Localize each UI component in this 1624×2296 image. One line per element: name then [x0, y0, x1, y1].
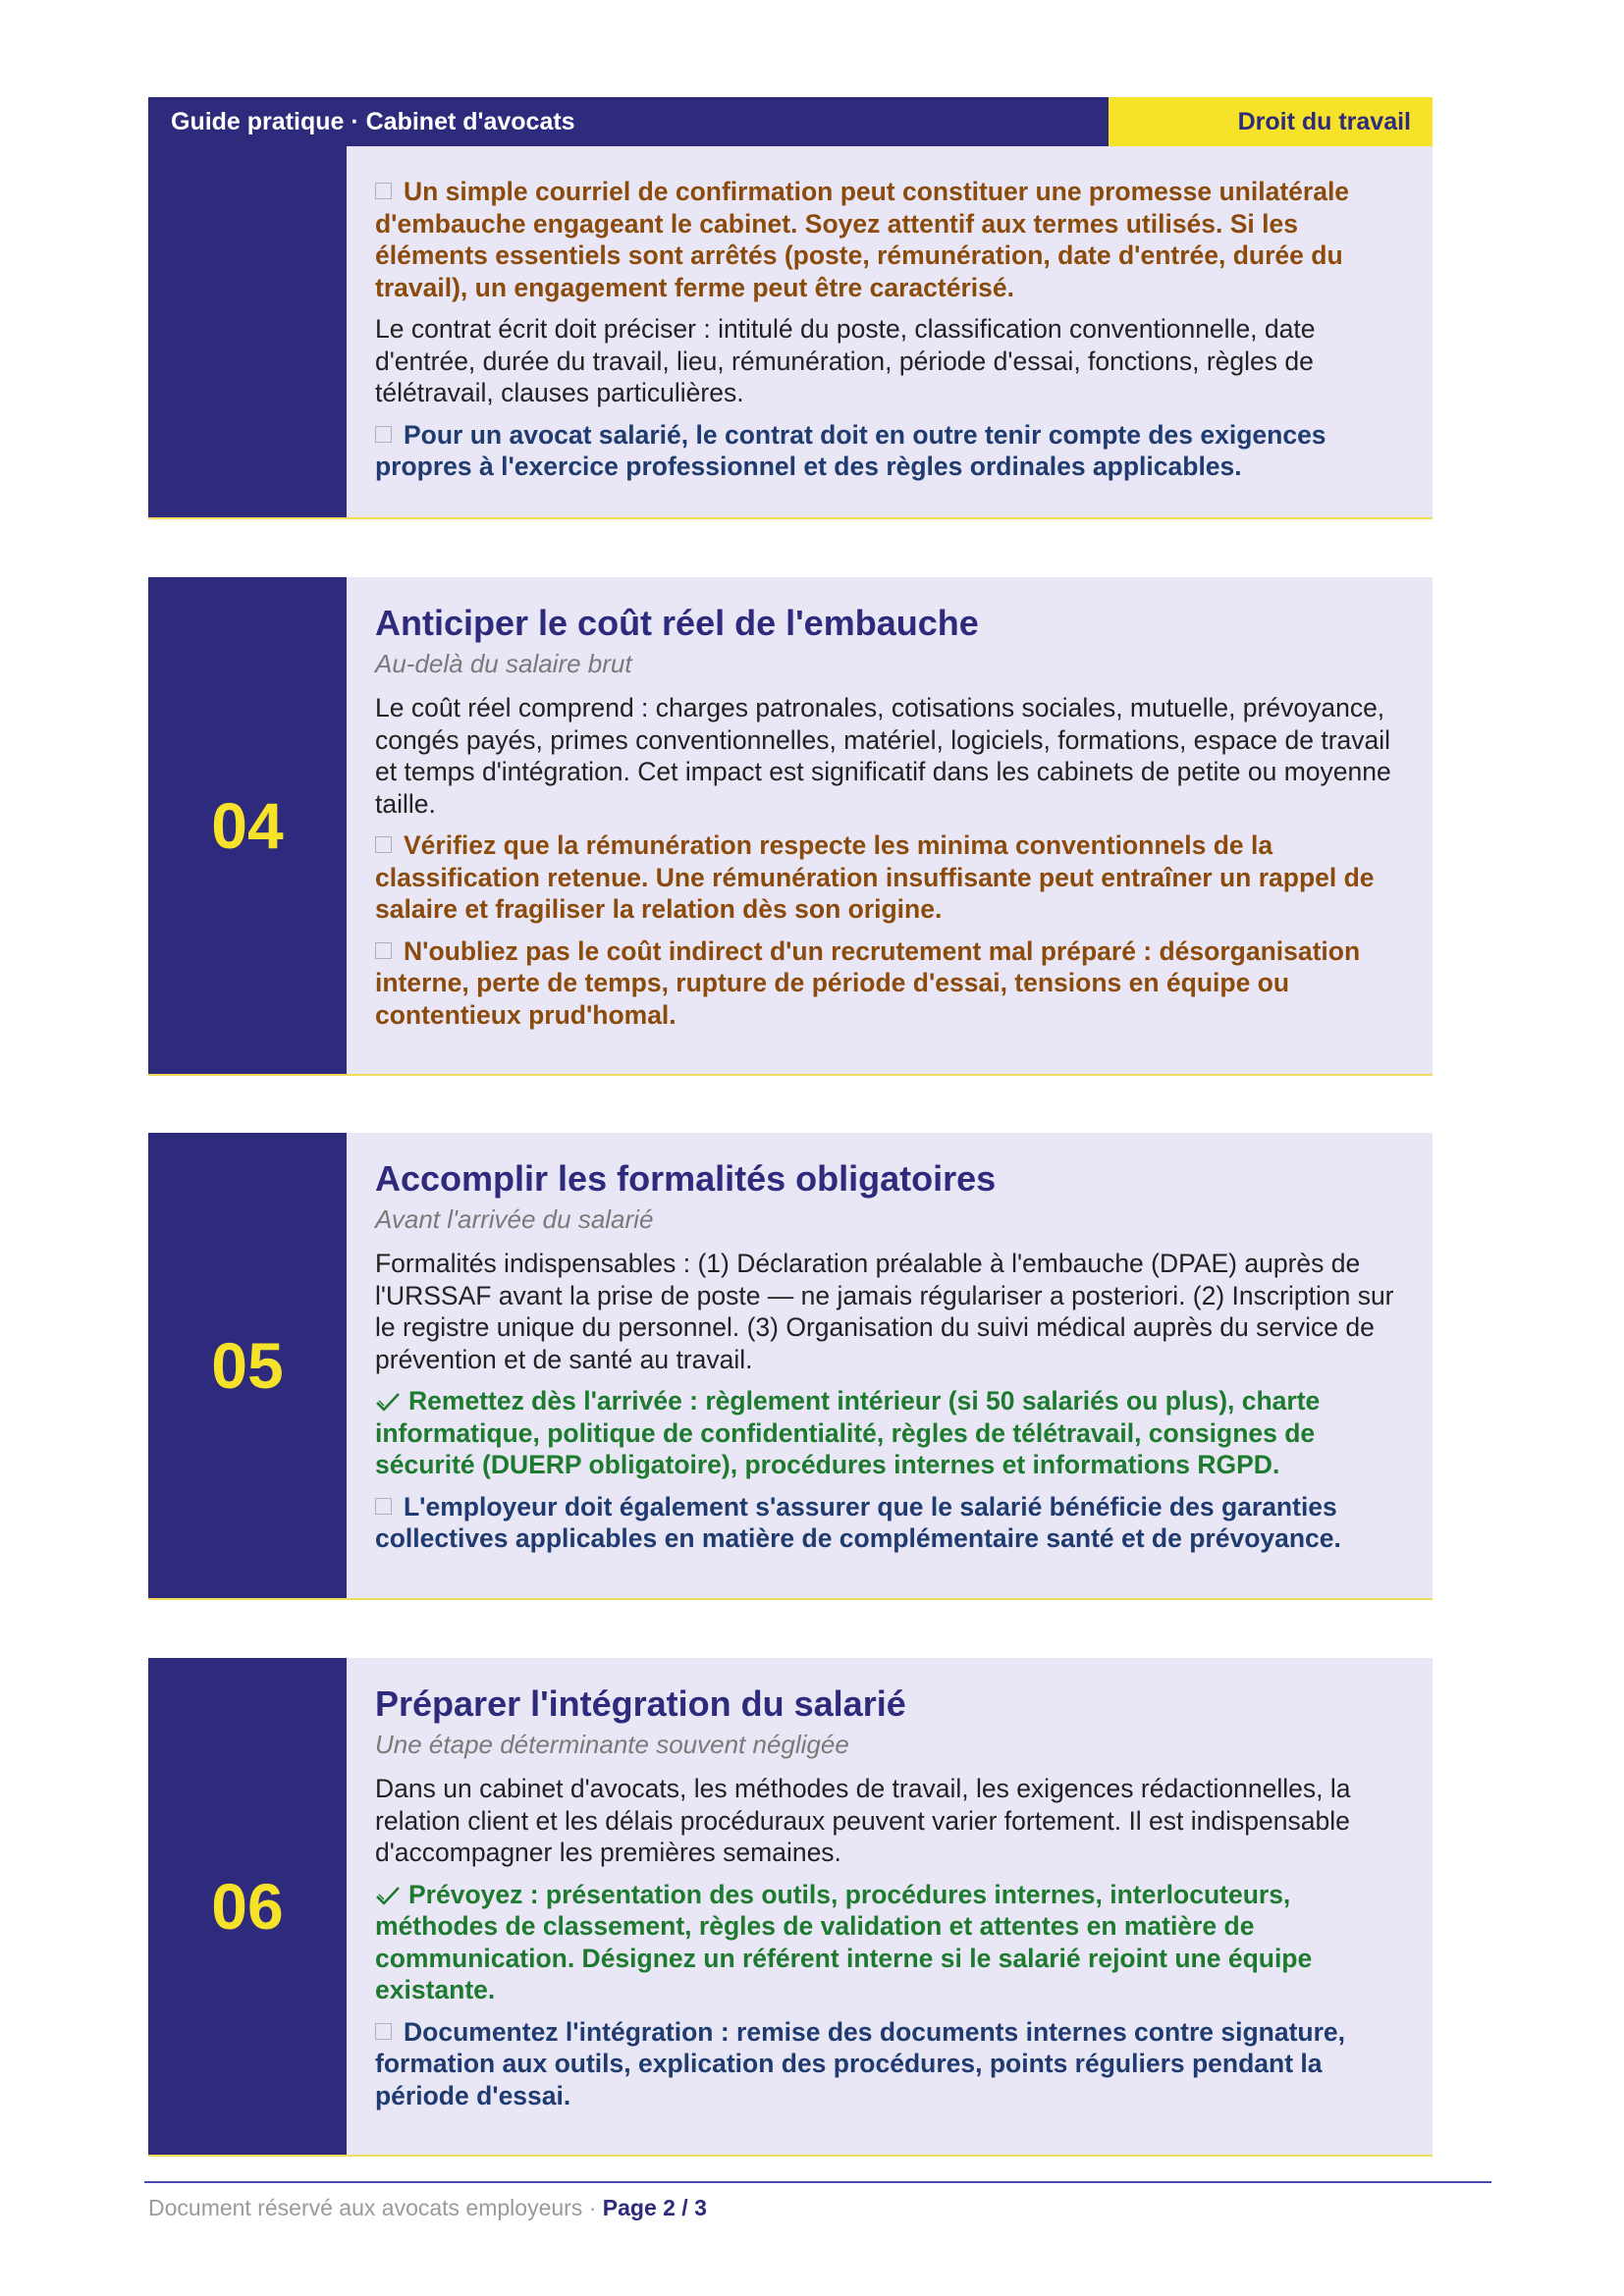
note-text: Vérifiez que la rémunération respecte les minima conventionnels de la classification retenue. Une rémunération insuffisante peut entraîner un rappel de salaire et fragiliser la relation dès son origine. — [375, 830, 1375, 924]
check-icon — [375, 1885, 401, 1906]
footer-text: Document réservé aux avocats employeurs · — [148, 2195, 603, 2220]
info-note — [375, 2016, 1403, 2112]
card-number: 05 — [148, 1133, 347, 1598]
info-note — [375, 419, 1403, 483]
card-number: 04 — [148, 577, 347, 1074]
body-paragraph: Dans un cabinet d'avocats, les méthodes de travail, les exigences rédactionnelles, la relation client et les délais procéduraux peuvent varier fortement. Il est indispensable d'accompagner les premières semaines. — [375, 1774, 1351, 1867]
note-text: L'employeur doit également s'assurer que le salarié bénéficie des garanties collectives applicables en matière de complémentaire santé et de prévoyance. — [375, 1491, 1341, 1553]
body-paragraph: Le contrat écrit doit préciser : intitulé du poste, classification conventionnelle, date d'entrée, durée du travail, lieu, rémunération, période d'essai, fonctions, règles de télétravail, clauses particulières. — [375, 314, 1316, 407]
card-04 — [148, 577, 1433, 1076]
footer-divider — [144, 2181, 1491, 2183]
card-title: Anticiper le coût réel de l'embauche — [375, 603, 979, 643]
card-number: 06 — [148, 1658, 347, 2155]
body-paragraph: Formalités indispensables : (1) Déclaration préalable à l'embauche (DPAE) auprès de l'URSSAF avant la prise de poste — ne jamais régulariser a posteriori. (2) Inscription sur le registre unique du personnel. (3) Organisation du suivi médical auprès du service de prévention et de santé au travail. — [375, 1249, 1394, 1374]
page-header — [148, 97, 1433, 146]
header-section: Droit du travail — [1109, 97, 1433, 146]
note-text: Prévoyez : présentation des outils, procédures internes, interlocuteurs, méthodes de classement, règles de validation et attentes en matière de communication. Désignez un référent interne si le salarié rejoint une équipe existante. — [375, 1879, 1313, 2004]
check-icon — [375, 1391, 401, 1413]
card-05 — [148, 1133, 1433, 1600]
card-continued — [148, 146, 1433, 519]
page-footer — [148, 2195, 707, 2221]
body-paragraph: Le coût réel comprend : charges patronales, cotisations sociales, mutuelle, prévoyance, congés payés, primes conventionnelles, matériel, logiciels, formations, espace de travail et temps d'intégration. Cet impact est significatif dans les cabinets de petite ou moyenne taille. — [375, 693, 1391, 819]
warning-icon — [375, 836, 392, 853]
warning-note — [375, 829, 1403, 926]
card-subtitle: Avant l'arrivée du salarié — [375, 1204, 654, 1234]
info-icon — [375, 426, 392, 443]
info-icon — [375, 1498, 392, 1515]
warning-note — [375, 935, 1403, 1032]
info-note — [375, 1491, 1403, 1555]
info-icon — [375, 2023, 392, 2040]
card-subtitle: Au-delà du salaire brut — [375, 649, 632, 678]
checklist-note — [375, 1879, 1403, 2006]
header-title: Guide pratique · Cabinet d'avocats — [148, 97, 1109, 146]
card-number-empty — [148, 146, 347, 517]
note-text: Remettez dès l'arrivée : règlement intérieur (si 50 salariés ou plus), charte informatique, politique de confidentialité, règles de télétravail, consignes de sécurité (DUERP obligatoire), procédures internes et informations RGPD. — [375, 1386, 1321, 1479]
card-title: Préparer l'intégration du salarié — [375, 1683, 906, 1724]
warning-icon — [375, 942, 392, 959]
card-subtitle: Une étape déterminante souvent négligée — [375, 1730, 849, 1759]
note-text: Pour un avocat salarié, le contrat doit en outre tenir compte des exigences propres à l'exercice professionnel et des règles ordinales applicables. — [375, 419, 1326, 481]
card-title: Accomplir les formalités obligatoires — [375, 1158, 997, 1199]
card-06 — [148, 1658, 1433, 2157]
note-text: N'oubliez pas le coût indirect d'un recrutement mal préparé : désorganisation interne, perte de temps, rupture de période d'essai, tensions en équipe ou contentieux prud'homal. — [375, 935, 1361, 1030]
checklist-note — [375, 1385, 1403, 1481]
warning-note — [375, 176, 1403, 303]
page-number: Page 2 / 3 — [602, 2195, 707, 2220]
note-text: Un simple courriel de confirmation peut constituer une promesse unilatérale d'embauche engageant le cabinet. Soyez attentif aux termes utilisés. Si les éléments essentiels sont arrêtés (poste, rémunération, date d'entrée, durée du travail), un engagement ferme peut être caractérisé. — [375, 177, 1350, 302]
warning-icon — [375, 183, 392, 199]
note-text: Documentez l'intégration : remise des documents internes contre signature, formation aux outils, explication des procédures, points réguliers pendant la période d'essai. — [375, 2016, 1346, 2110]
